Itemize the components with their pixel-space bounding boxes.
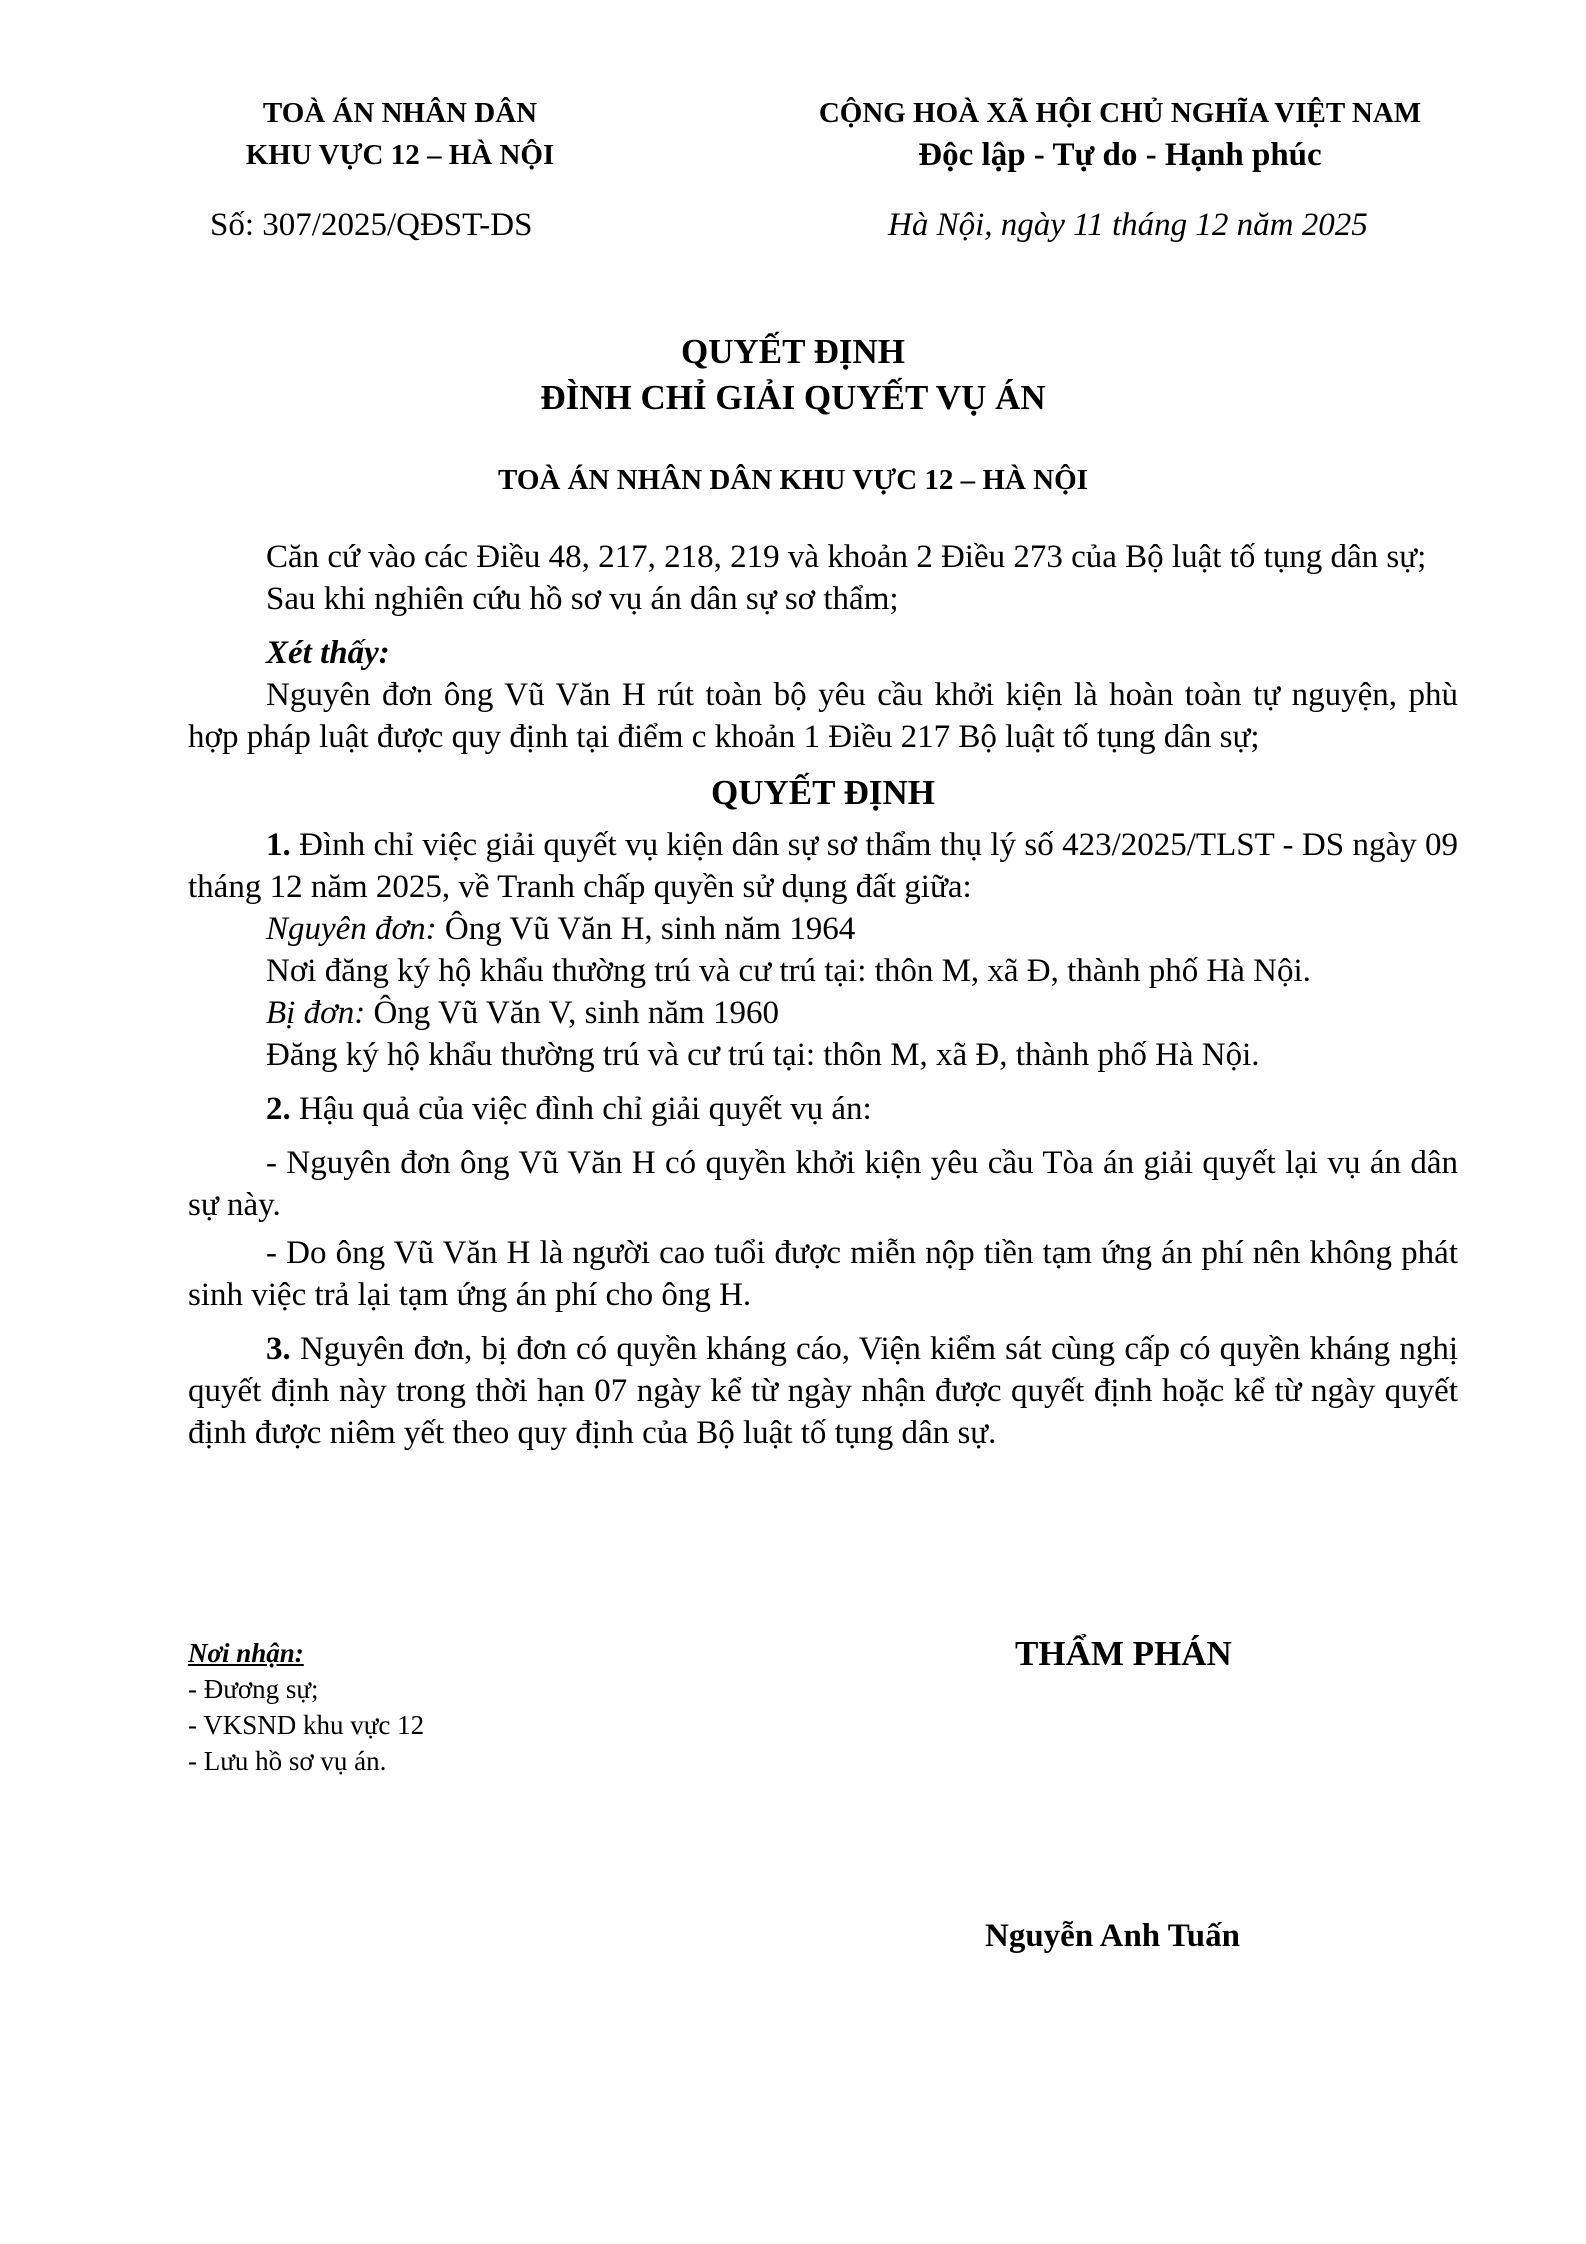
court-name-line1: TOÀ ÁN NHÂN DÂN bbox=[262, 97, 538, 129]
issuing-court-block bbox=[170, 92, 630, 176]
plaintiff-line bbox=[188, 908, 1458, 950]
recipient-item: - Đương sự; bbox=[188, 1674, 319, 1704]
recipients-block bbox=[188, 1635, 424, 1779]
item-text: Nguyên đơn, bị đơn có quyền kháng cáo, Viện kiểm sát cùng cấp có quyền kháng nghị quyết định này trong thời hạn 07 ngày kể từ ngày nhận được quyết định hoặc kể từ ngày quyết định được niêm yết theo quy định của Bộ luật tố tụng dân sự. bbox=[188, 1331, 1459, 1451]
recipient-item: - Lưu hồ sơ vụ án. bbox=[188, 1746, 387, 1776]
consequence-point-2: - Do ông Vũ Văn H là người cao tuổi được miễn nộp tiền tạm ứng án phí nên không phát sinh việc trả lại tạm ứng án phí cho ông H. bbox=[188, 1235, 1458, 1313]
defendant-label: Bị đơn: bbox=[266, 995, 366, 1031]
defendant-line bbox=[188, 992, 1458, 1034]
national-header-block bbox=[780, 92, 1460, 176]
plaintiff-value: Ông Vũ Văn H, sinh năm 1964 bbox=[444, 911, 856, 947]
place-and-date: Hà Nội, ngày 11 tháng 12 năm 2025 bbox=[888, 207, 1368, 243]
defendant-value: Ông Vũ Văn V, sinh năm 1960 bbox=[373, 995, 779, 1031]
item-text: Hậu quả của việc đình chỉ giải quyết vụ án: bbox=[299, 1091, 872, 1127]
recipient-item: - VKSND khu vực 12 bbox=[188, 1710, 425, 1740]
item-number: 2. bbox=[266, 1091, 291, 1127]
signer-name: Nguyễn Anh Tuấn bbox=[985, 1918, 1240, 1954]
decision-heading: QUYẾT ĐỊNH bbox=[711, 773, 935, 812]
document-title: QUYẾT ĐỊNH bbox=[681, 332, 905, 371]
decision-item-1 bbox=[188, 824, 1458, 908]
legal-basis-2: Sau khi nghiên cứu hồ sơ vụ án dân sự sơ thẩm; bbox=[266, 581, 899, 617]
decision-body bbox=[188, 536, 1458, 1454]
item-text: Đình chỉ việc giải quyết vụ kiện dân sự sơ thẩm thụ lý số 423/2025/TLST - DS ngày 09 tháng 12 năm 2025, về Tranh chấp quyền sử dụng đất giữa: bbox=[188, 827, 1458, 905]
court-name-line2: KHU VỰC 12 – HÀ NỘI bbox=[245, 139, 555, 171]
national-motto: Độc lập - Tự do - Hạnh phúc bbox=[918, 137, 1322, 173]
document-subtitle: ĐÌNH CHỈ GIẢI QUYẾT VỤ ÁN bbox=[540, 378, 1046, 417]
item-number: 1. bbox=[266, 827, 291, 863]
decision-item-2 bbox=[188, 1088, 1458, 1130]
document-number: Số: 307/2025/QĐST-DS bbox=[210, 207, 533, 243]
plaintiff-address: Nơi đăng ký hộ khẩu thường trú và cư trú tại: thôn M, xã Đ, thành phố Hà Nội. bbox=[266, 953, 1311, 989]
item-number: 3. bbox=[266, 1331, 291, 1367]
considering-text: Nguyên đơn ông Vũ Văn H rút toàn bộ yêu cầu khởi kiện là hoàn toàn tự nguyện, phù hợp pháp luật được quy định tại điểm c khoản 1 Điều 217 Bộ luật tố tụng dân sự; bbox=[188, 677, 1458, 755]
legal-basis-1: Căn cứ vào các Điều 48, 217, 218, 219 và khoản 2 Điều 273 của Bộ luật tố tụng dân sự; bbox=[266, 539, 1427, 575]
recipients-title: Nơi nhận: bbox=[188, 1638, 304, 1668]
considering-label: Xét thấy: bbox=[266, 635, 390, 671]
nation-name: CỘNG HOÀ XÃ HỘI CHỦ NGHĨA VIỆT NAM bbox=[818, 97, 1422, 129]
plaintiff-label: Nguyên đơn: bbox=[266, 911, 437, 947]
court-heading: TOÀ ÁN NHÂN DÂN KHU VỰC 12 – HÀ NỘI bbox=[498, 464, 1088, 496]
signer-role: THẨM PHÁN bbox=[1015, 1634, 1232, 1673]
consequence-point-1: - Nguyên đơn ông Vũ Văn H có quyền khởi kiện yêu cầu Tòa án giải quyết lại vụ án dân sự này. bbox=[188, 1145, 1458, 1223]
defendant-address: Đăng ký hộ khẩu thường trú và cư trú tại: thôn M, xã Đ, thành phố Hà Nội. bbox=[266, 1037, 1260, 1073]
decision-item-3 bbox=[188, 1328, 1458, 1454]
